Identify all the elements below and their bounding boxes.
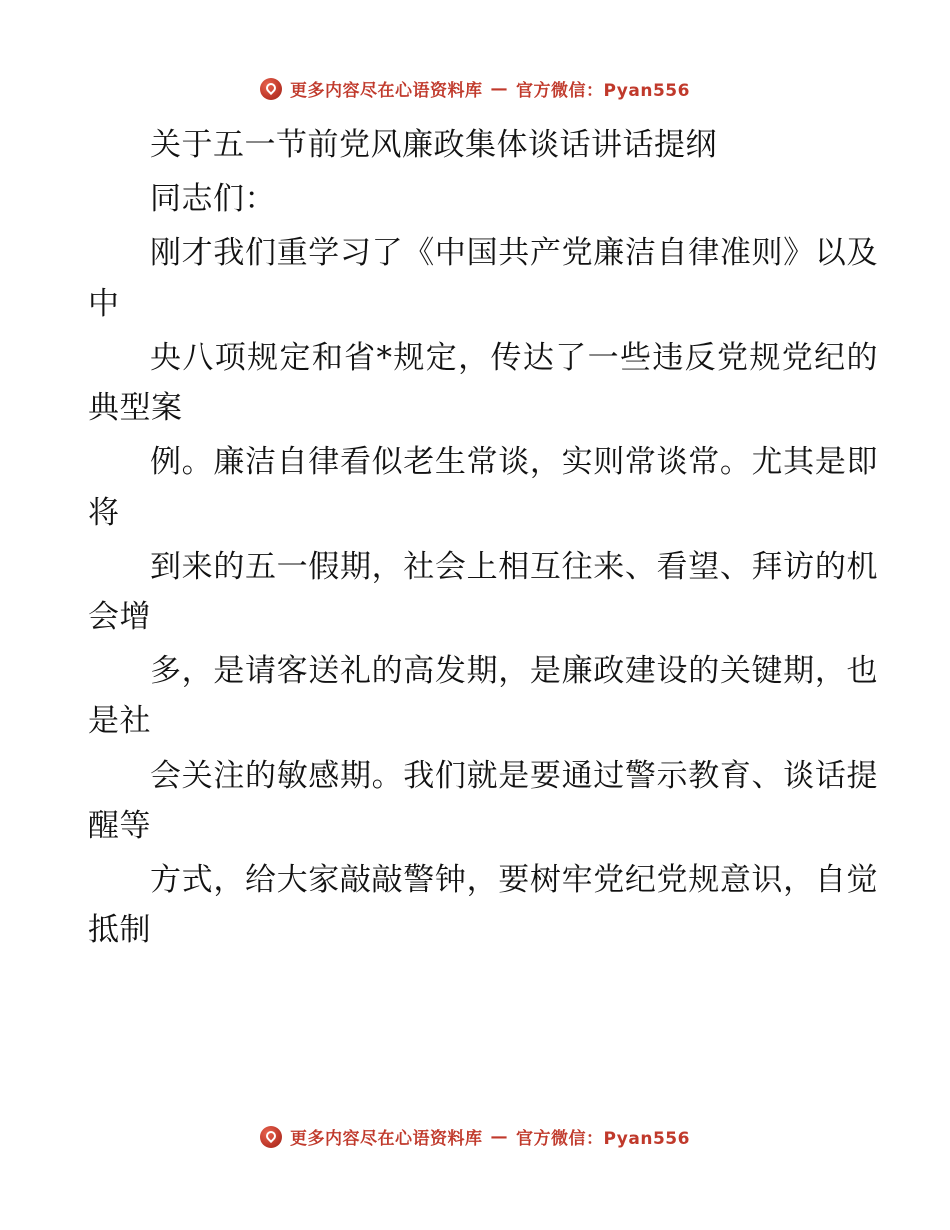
watermark-separator: — (490, 78, 509, 99)
watermark-contact: 官方微信：Pyan556 (516, 81, 690, 101)
paragraph-line: 央八项规定和省*规定，传达了一些违反党规党纪的典型案 (88, 339, 878, 427)
paragraph-line: 到来的五一假期，社会上相互往来、看望、拜访的机会增 (88, 548, 878, 635)
salutation-line: 同志们： (150, 181, 276, 218)
watermark-text: 更多内容尽在心语资料库 (290, 81, 483, 101)
document-text-body (88, 120, 878, 960)
watermark-text: 更多内容尽在心语资料库 (290, 1129, 483, 1149)
paragraph-line: 方式，给大家敲敲警钟，要树牢党纪党规意识，自觉抵制 (88, 862, 878, 949)
paragraph-line: 刚才我们重学习了《中国共产党廉洁自律准则》以及中 (88, 235, 878, 322)
paragraph-line: 会关注的敏感期。我们就是要通过警示教育、谈话提醒等 (88, 757, 878, 844)
watermark-separator: — (490, 1126, 509, 1147)
heart-speech-logo-icon (260, 1126, 282, 1148)
watermark-bottom (0, 1124, 950, 1149)
heart-speech-logo-icon (260, 78, 282, 100)
document-title-line: 关于五一节前党风廉政集体谈话讲话提纲 (150, 127, 717, 163)
paragraph-line: 多，是请客送礼的高发期，是廉政建设的关键期，也是社 (88, 653, 878, 740)
watermark-top (0, 76, 950, 101)
watermark-contact: 官方微信：Pyan556 (516, 1129, 690, 1149)
paragraph-line: 例。廉洁自律看似老生常谈，实则常谈常。尤其是即将 (88, 444, 878, 531)
